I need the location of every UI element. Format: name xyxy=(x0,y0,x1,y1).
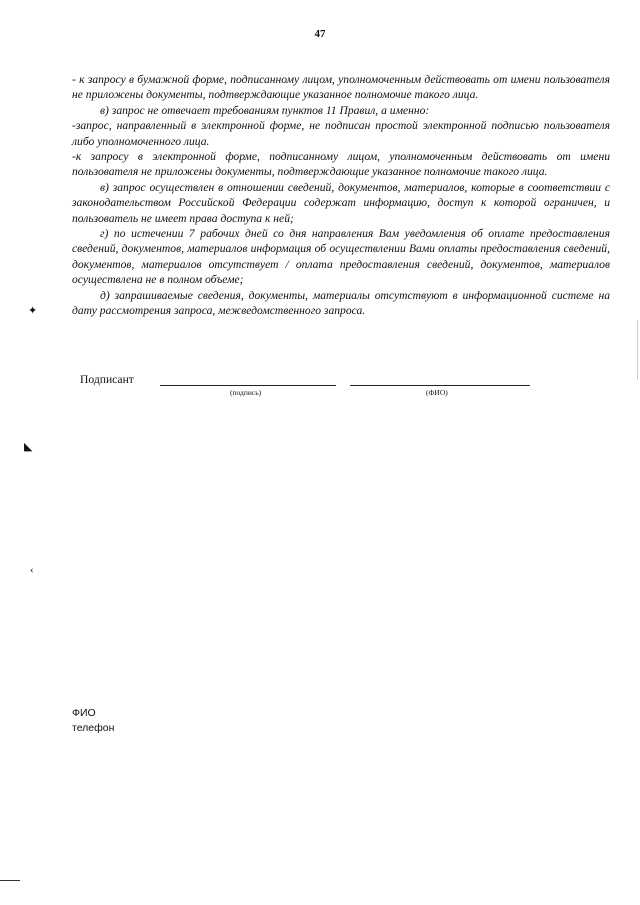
name-line xyxy=(350,385,530,386)
paragraph-5: в) запрос осуществлен в отношении сведений, документов, материалов, которые в соответствии с законодательством Российской Федерации содержат информацию, доступ к которой ограничен, и пользователь не имеет права доступа к ней; xyxy=(72,180,610,225)
paragraph-3: -запрос, направленный в электронной форме, не подписан простой электронной подписью пользователя либо уполномоченного лица. xyxy=(72,119,610,148)
footer-name-label: ФИО xyxy=(72,707,96,719)
footer-phone-label: телефон xyxy=(72,722,115,734)
scan-mark-icon: ✦ xyxy=(28,305,38,317)
scan-mark-icon: ‹ xyxy=(30,564,34,576)
paragraph-2: в) запрос не отвечает требованиям пунктов 11 Правил, а именно: xyxy=(100,103,430,117)
page-number: 47 xyxy=(314,28,326,40)
footer-contacts xyxy=(72,706,114,736)
document-body xyxy=(72,72,610,319)
scan-mark-icon: ◣ xyxy=(24,441,33,453)
paragraph-4: -к запросу в электронной форме, подписанному лицом, уполномоченным действовать от имени пользователя не приложены документы, подтверждающие указанное полномочие такого лица. xyxy=(72,150,610,179)
signature-block xyxy=(80,373,550,397)
scan-edge-line xyxy=(637,320,638,380)
paragraph-7: д) запрашиваемые сведения, документы, материалы отсутствуют в информационной системе на дату рассмотрения запроса, межведомственного запроса. xyxy=(72,288,610,318)
paragraph-1: - к запросу в бумажной форме, подписанному лицом, уполномоченным действовать от имени пользователя не приложены документы, подтверждающие указанное полномочие такого лица. xyxy=(72,73,610,102)
scan-edge-line xyxy=(0,880,20,881)
paragraph-6: г) по истечении 7 рабочих дней со дня направления Вам уведомления об оплате предоставления сведений, документов, материалов информация об осуществлении Вами оплаты предоставления сведений, документов, материалов отсутствует / оплата предоставления сведений, документов, материалов осуществлена не в полном объеме; xyxy=(72,227,610,287)
signatory-label: Подписант xyxy=(80,373,134,386)
signature-line xyxy=(160,385,336,386)
name-caption: (ФИО) xyxy=(426,388,448,397)
signature-caption: (подпись) xyxy=(230,388,262,397)
